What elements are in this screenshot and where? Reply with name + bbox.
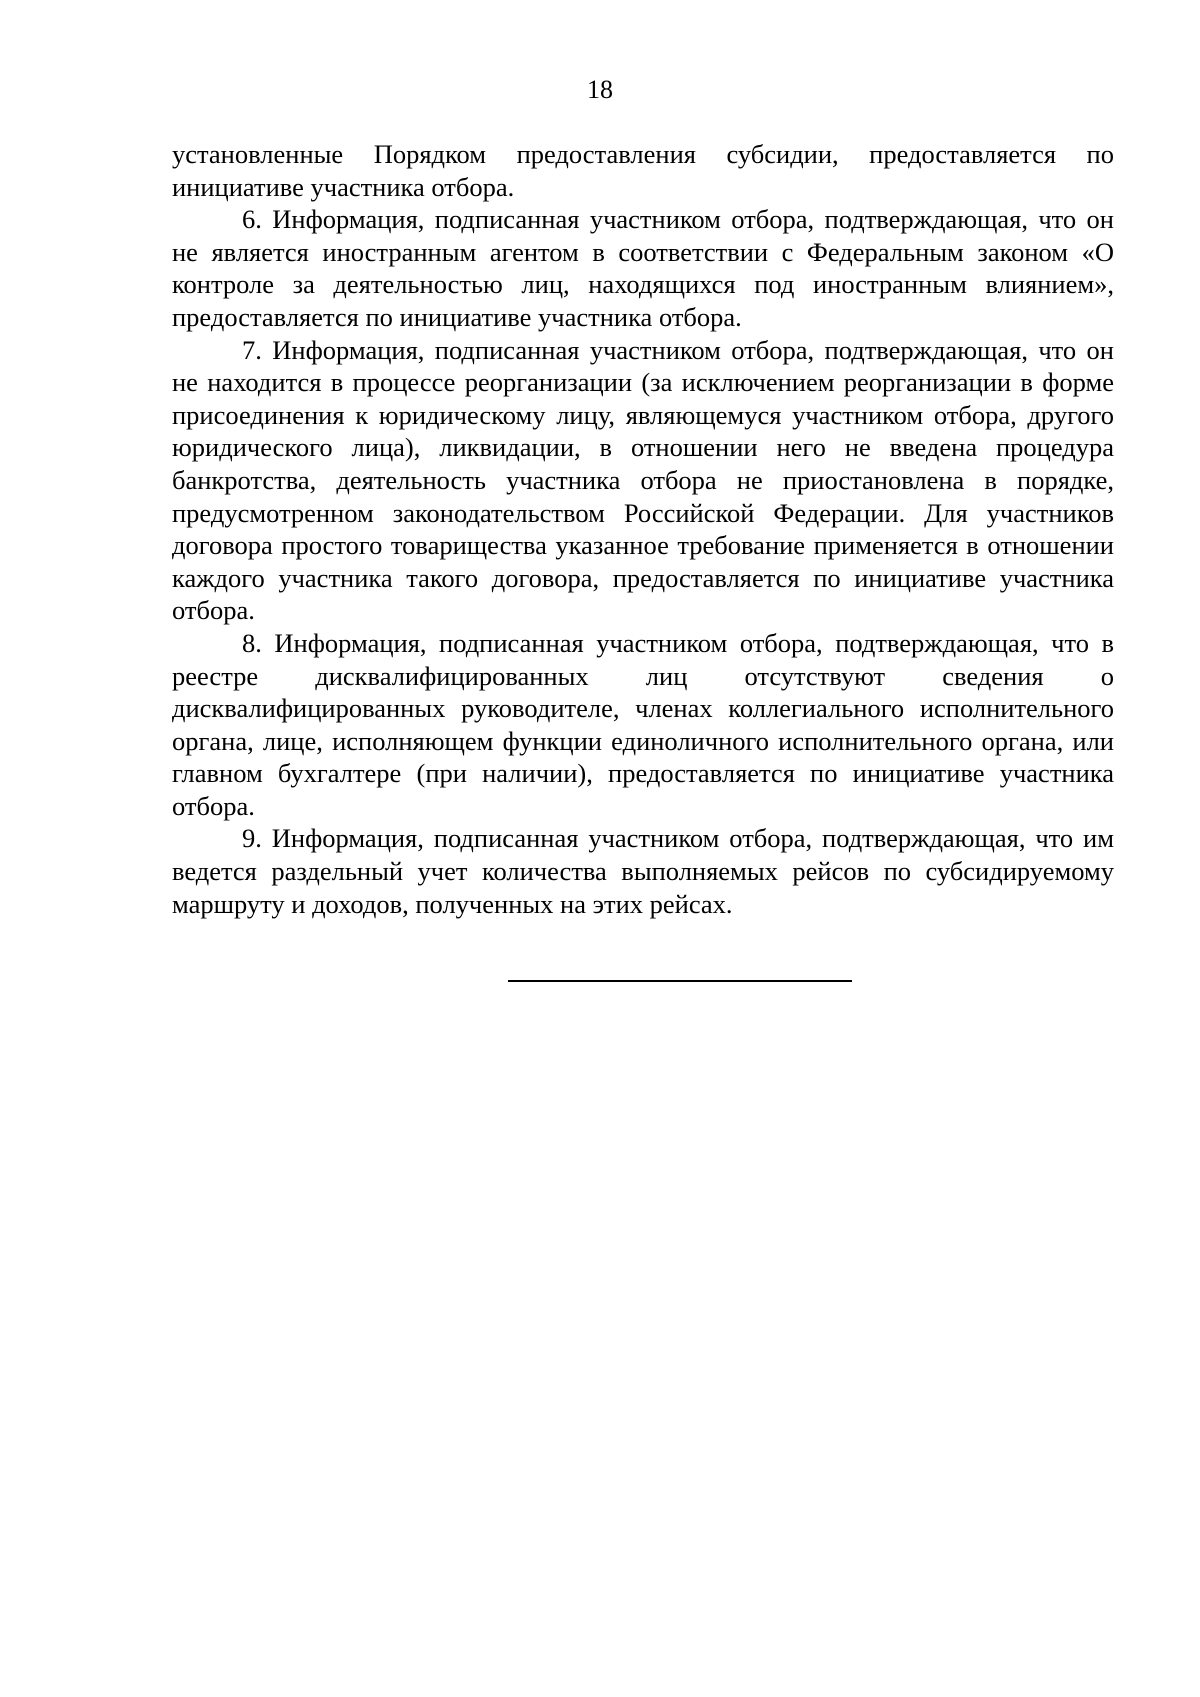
end-of-document-rule	[508, 980, 852, 982]
paragraph-item-7: 7. Информация, подписанная участником отбора, подтверждающая, что он не находится в процессе реорганизации (за исключением реорганизации в форме присоединения к юридическому лицу, являющемуся участником отбора, другого юридического лица), ликвидации, в отношении него не введена процедура банкротства, деятельность участника отбора не приостановлена в порядке, предусмотренном законодательством Российской Федерации. Для участников договора простого товарищества указанное требование применяется в отношении каждого участника такого договора, предоставляется по инициативе участника отбора.	[172, 334, 1114, 626]
paragraph-continuation: установленные Порядком предоставления субсидии, предоставляется по инициативе участника отбора.	[172, 139, 1114, 202]
page-number: 18	[587, 75, 613, 104]
paragraph-item-6: 6. Информация, подписанная участником отбора, подтверждающая, что он не является иностранным агентом в соответствии с Федеральным законом «О контроле за деятельностью лиц, находящихся под иностранным влиянием», предоставляется по инициативе участника отбора.	[172, 204, 1114, 332]
paragraph-item-9: 9. Информация, подписанная участником отбора, подтверждающая, что им ведется раздельный учет количества выполняемых рейсов по субсидируемому маршруту и доходов, полученных на этих рейсах.	[172, 823, 1114, 919]
document-body	[172, 138, 1114, 920]
paragraph-item-8: 8. Информация, подписанная участником отбора, подтверждающая, что в реестре дисквалифицированных лиц отсутствуют сведения о дисквалифицированных руководителе, членах коллегиального исполнительного органа, лице, исполняющем функции единоличного исполнительного органа, или главном бухгалтере (при наличии), предоставляется по инициативе участника отбора.	[172, 627, 1114, 821]
